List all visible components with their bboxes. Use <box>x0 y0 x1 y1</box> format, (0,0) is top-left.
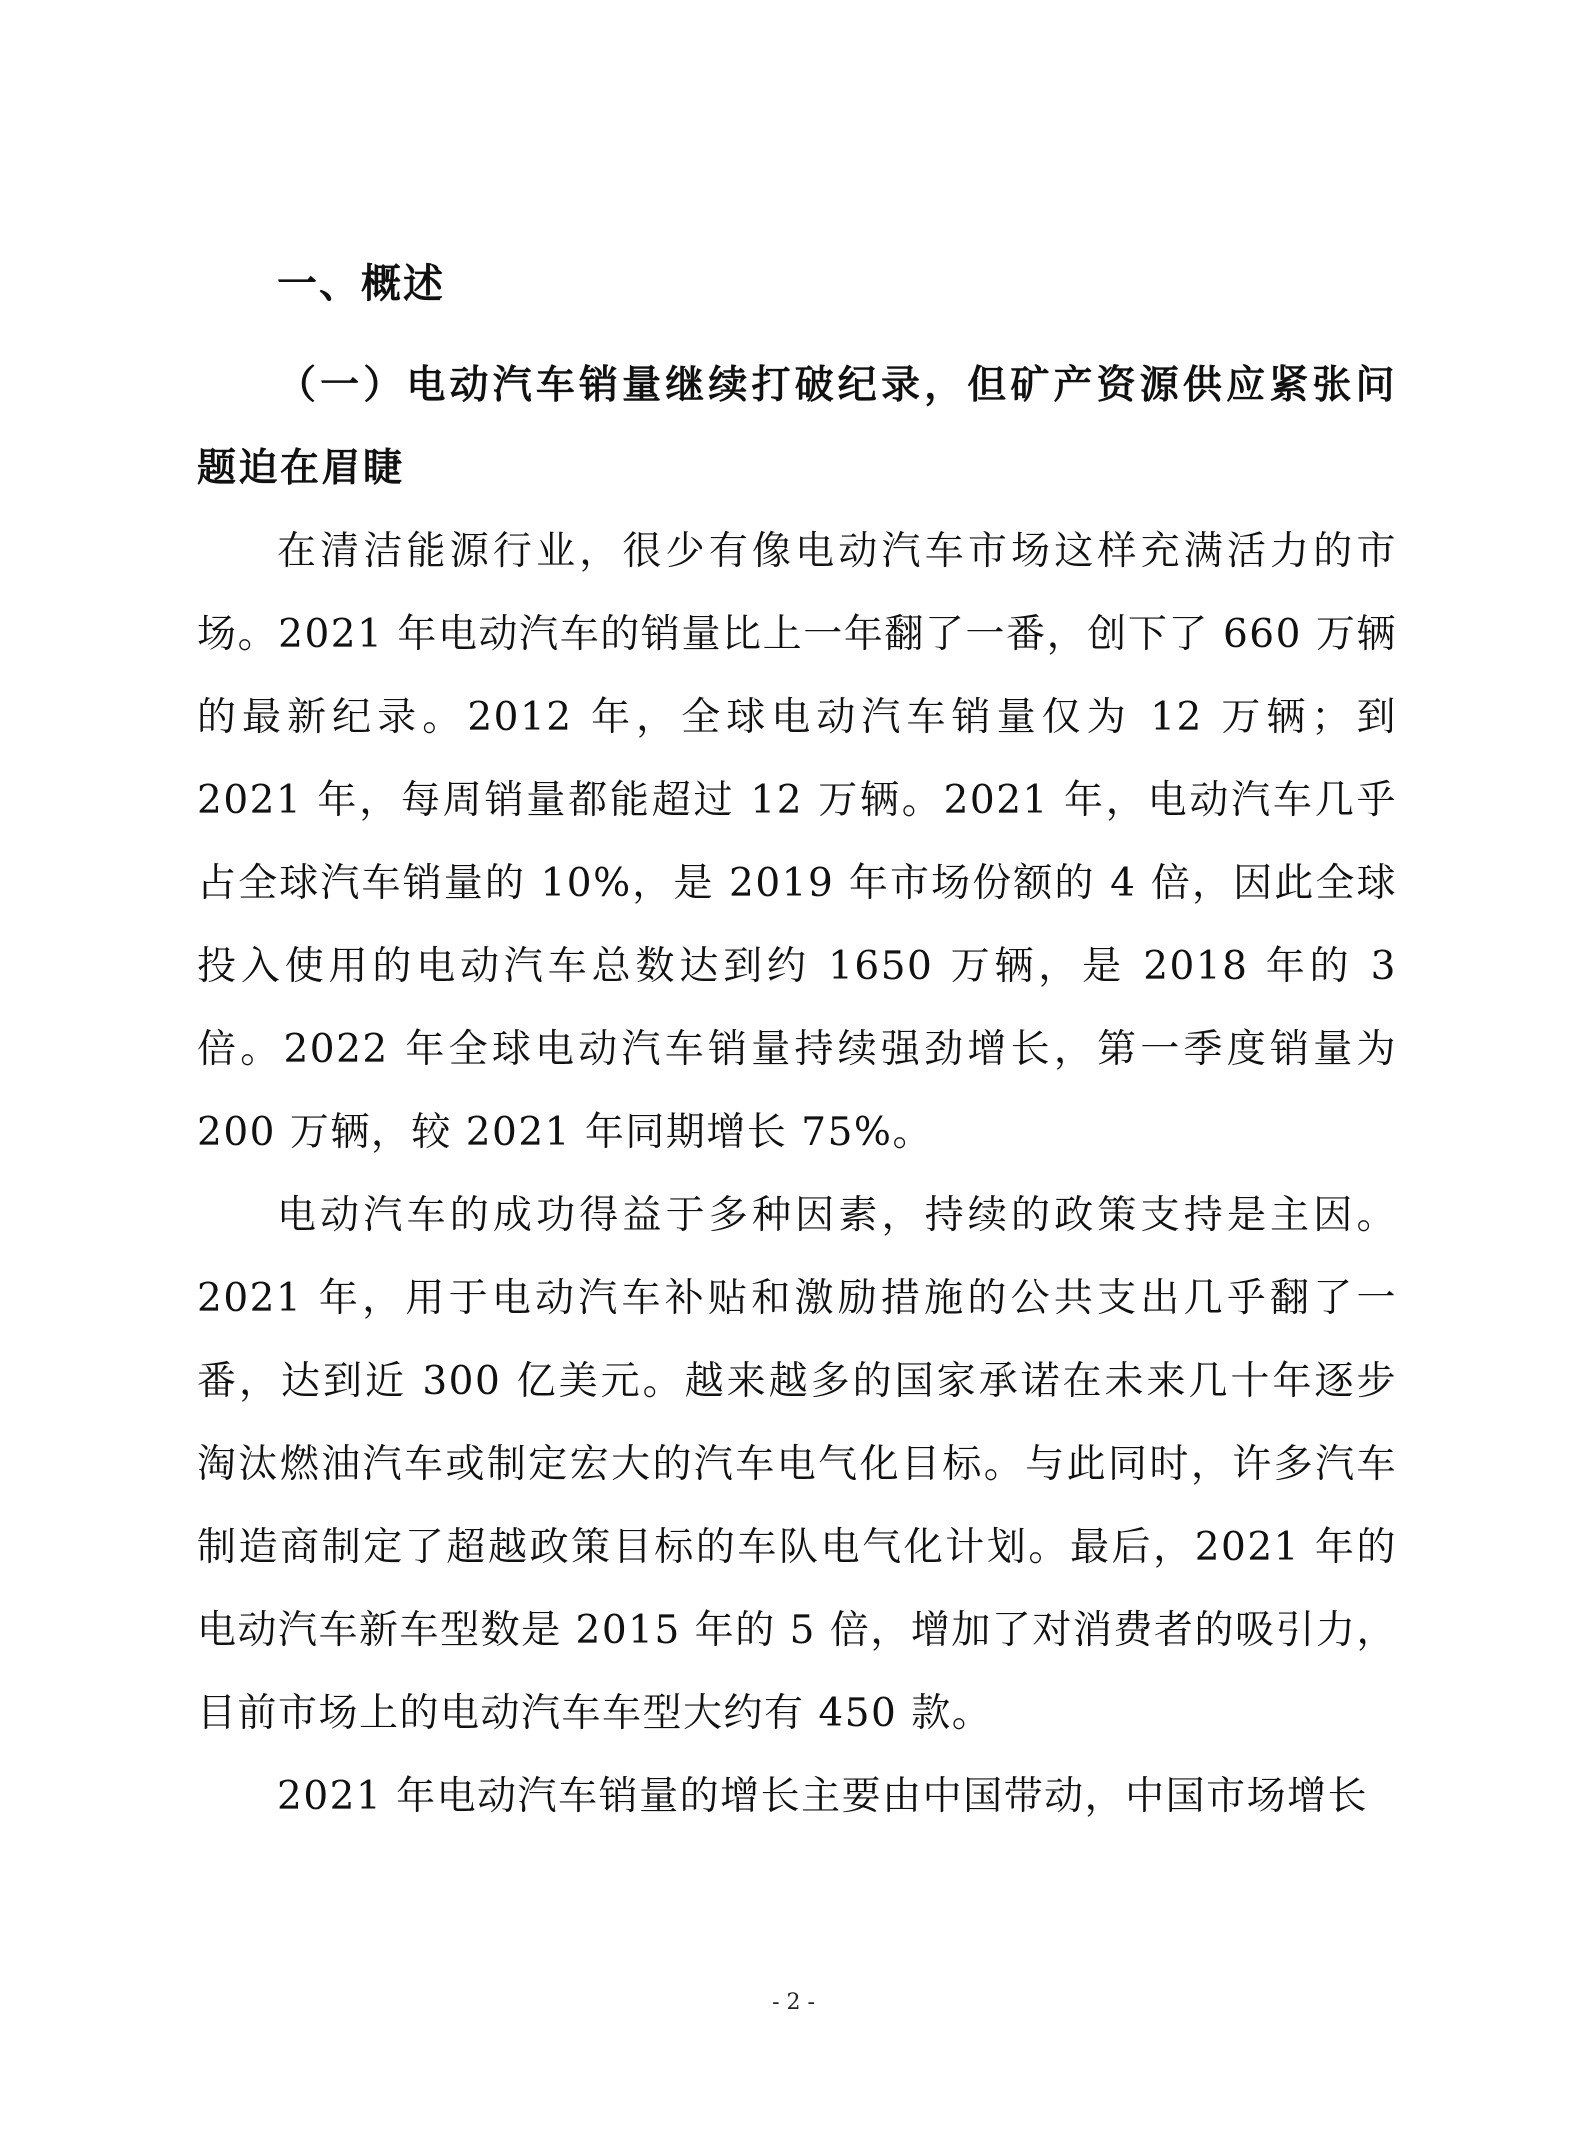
page-number: - 2 - <box>772 1990 815 2015</box>
paragraph: 电动汽车的成功得益于多种因素，持续的政策支持是主因。2021 年，用于电动汽车补贴和激励措施的公共支出几乎翻了一番，达到近 300 亿美元。越来越多的国家承诺在未来几十年逐步淘汰燃油汽车或制定宏大的汽车电气化目标。与此同时，许多汽车制造商制定了超越政策目标的车队电气化计划。最后，2021 年的电动汽车新车型数是 2015 年的 5 倍，增加了对消费者的吸引力，目前市场上的电动汽车车型大约有 450 款。 <box>197 1193 1397 1736</box>
subsection-heading: （一）电动汽车销量继续打破纪录，但矿产资源供应紧张问题迫在眉睫 <box>197 363 1397 491</box>
document-body <box>197 250 1397 1838</box>
paragraph: 2021 年电动汽车销量的增长主要由中国带动，中国市场增长 <box>277 1774 1369 1819</box>
section-heading: 一、概述 <box>277 261 445 307</box>
paragraph: 在清洁能源行业，很少有像电动汽车市场这样充满活力的市场。2021 年电动汽车的销量比上一年翻了一番，创下了 660 万辆的最新纪录。2012 年，全球电动汽车销量仅为 12 万辆；到 2021 年，每周销量都能超过 12 万辆。2021 年，电动汽车几乎占全球汽车销量的 10%，是 2019 年市场份额的 4 倍，因此全球投入使用的电动汽车总数达到约 1650 万辆，是 2018 年的 3 倍。2022 年全球电动汽车销量持续强劲增长，第一季度销量为 200 万辆，较 2021 年同期增长 75%。 <box>197 529 1397 1155</box>
